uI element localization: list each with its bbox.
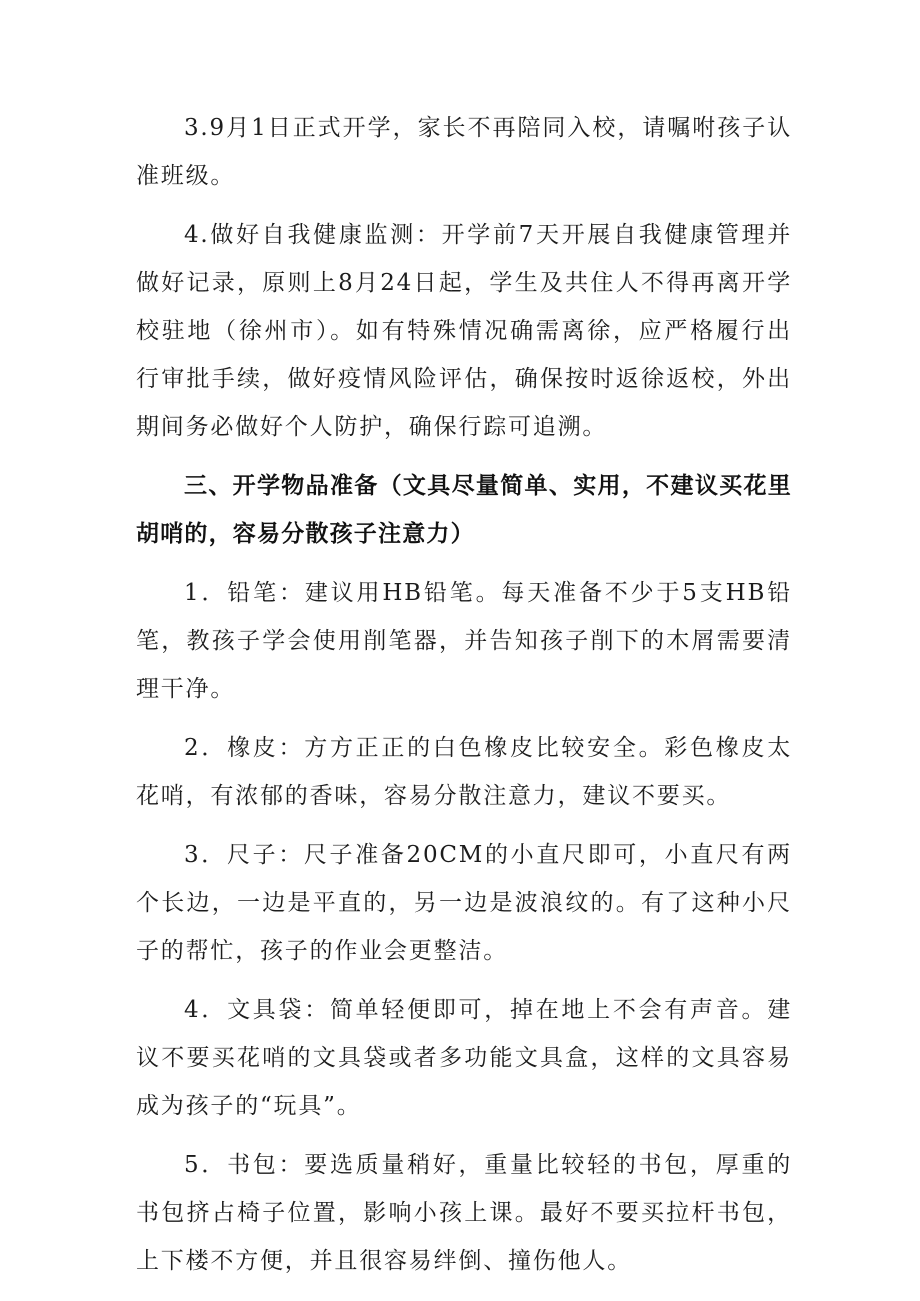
paragraph-item-3: 3.9月1日正式开学，家长不再陪同入校，请嘱咐孩子认准班级。 (136, 115, 792, 189)
supply-item-pencil-bag: 4．文具袋：简单轻便即可，掉在地上不会有声音。建议不要买花哨的文具袋或者多功能文具盒，这样的文具容易成为孩子的“玩具”。 (136, 997, 792, 1119)
section-heading: 三、开学物品准备（文具尽量简单、实用，不建议买花里胡哨的，容易分散孩子注意力） (136, 473, 792, 547)
document-body (136, 104, 792, 1296)
supply-item-ruler: 3．尺子：尺子准备20CM的小直尺即可，小直尺有两个长边，一边是平直的，另一边是波浪纹的。有了这种小尺子的帮忙，孩子的作业会更整洁。 (136, 842, 792, 964)
supply-item-schoolbag: 5．书包：要选质量稍好，重量比较轻的书包，厚重的书包挤占椅子位置，影响小孩上课。最好不要买拉杆书包，上下楼不方便，并且很容易绊倒、撞伤他人。 (136, 1152, 792, 1274)
supply-item-pencil: 1．铅笔：建议用HB铅笔。每天准备不少于5支HB铅笔，教孩子学会使用削笔器，并告知孩子削下的木屑需要清理干净。 (136, 580, 792, 702)
paragraph-item-4: 4.做好自我健康监测：开学前7天开展自我健康管理并做好记录，原则上8月24日起，学生及共住人不得再离开学校驻地（徐州市）。如有特殊情况确需离徐，应严格履行出行审批手续，做好疫情风险评估，确保按时返徐返校，外出期间务必做好个人防护，确保行踪可追溯。 (136, 222, 792, 440)
supply-item-eraser: 2．橡皮：方方正正的白色橡皮比较安全。彩色橡皮太花哨，有浓郁的香味，容易分散注意力，建议不要买。 (136, 735, 792, 809)
